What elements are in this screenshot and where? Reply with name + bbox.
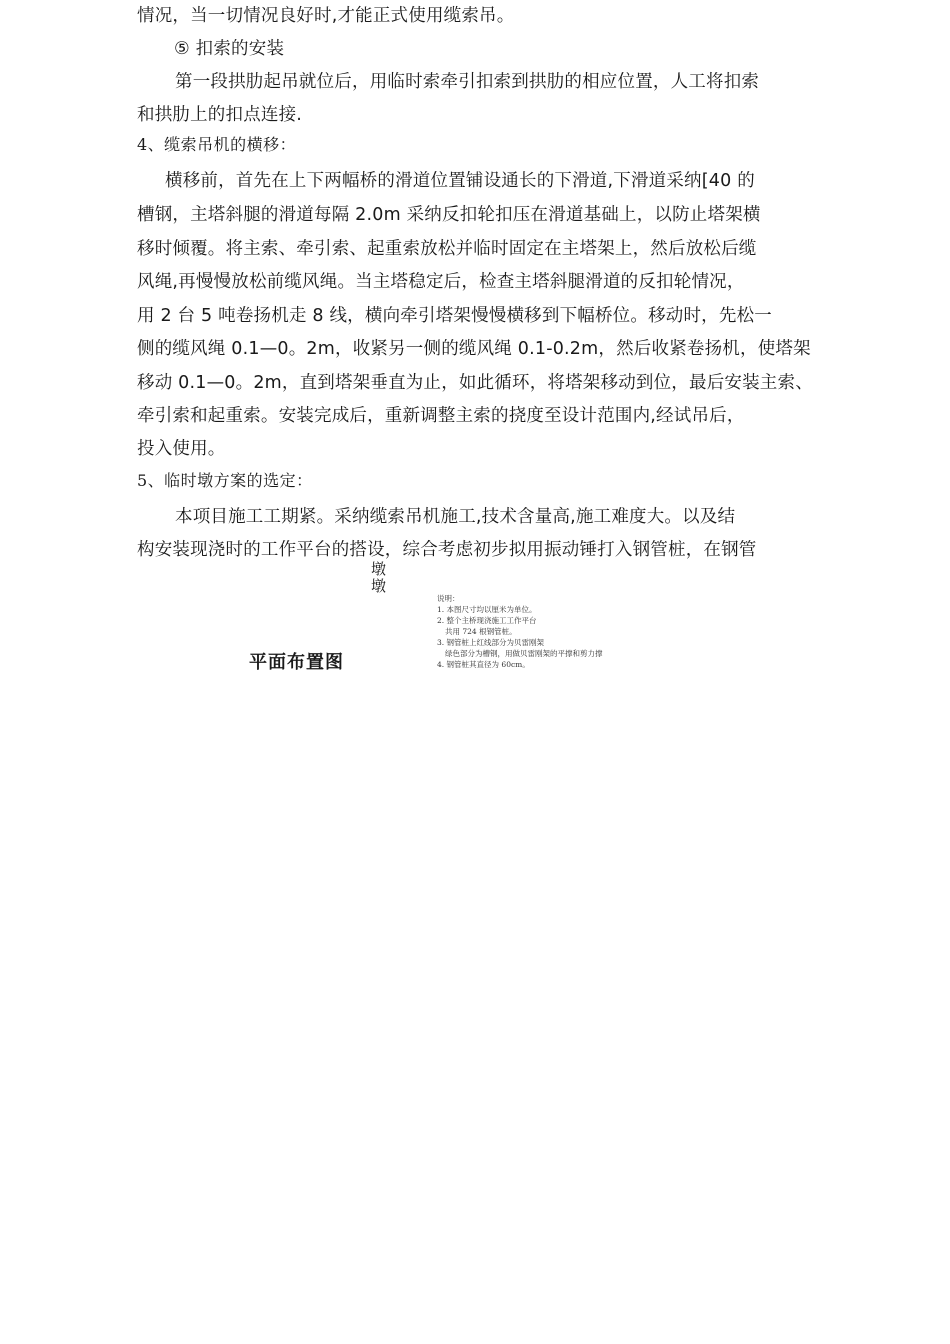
subsection-heading: ⑤ 扣索的安装 — [174, 39, 285, 59]
note-line: 绿色部分为槽钢，用做贝雷刚架的平撑和剪力撑 — [445, 649, 603, 658]
pier-label: 墩 — [371, 560, 387, 578]
text-line: 牵引索和起重索。安装完成后，重新调整主索的挠度至设计范围内,经试吊后， — [137, 406, 745, 426]
note-line: 说明： — [437, 594, 460, 603]
text-line: 槽钢，主塔斜腿的滑道每隔 2.0m 采纳反扣轮扣压在滑道基础上，以防止塔架横 — [137, 205, 761, 225]
text-line: 和拱肋上的扣点连接. — [137, 105, 303, 125]
text-line: 侧的缆风绳 0.1—0。2m，收紧另一侧的缆风绳 0.1-0.2m，然后收紧卷扬机，使塔架 — [137, 339, 811, 359]
section-heading-4: 4、缆索吊机的横移： — [137, 135, 297, 154]
text-line: 投入使用。 — [137, 439, 226, 459]
note-line: 1. 本图尺寸均以厘米为单位。 — [437, 605, 537, 614]
note-line: 2. 整个主桥现浇施工工作平台 — [437, 616, 537, 625]
text-line: 移时倾覆。将主索、牵引索、起重索放松并临时固定在主塔架上，然后放松后缆 — [137, 239, 757, 259]
note-line: 共用 724 根钢管桩。 — [445, 627, 517, 636]
text-line: 本项目施工工期紧。采纳缆索吊机施工,技术含量高,施工难度大。以及结 — [175, 507, 736, 527]
note-line: 3. 钢管桩上红线部分为贝雷刚架 — [437, 638, 545, 647]
text-line: 构安装现浇时的工作平台的搭设，综合考虑初步拟用振动锤打入钢管桩，在钢管 — [137, 540, 757, 560]
text-line: 用 2 台 5 吨卷扬机走 8 线，横向牵引塔架慢慢横移到下幅桥位。移动时，先松一 — [137, 306, 772, 326]
note-line: 4. 钢管桩其直径为 60cm。 — [437, 660, 530, 669]
text-line: 移动 0.1—0。2m，直到塔架垂直为止，如此循环，将塔架移动到位，最后安装主索、 — [137, 373, 813, 393]
pier-label: 墩 — [371, 577, 387, 595]
text-line: 风绳,再慢慢放松前缆风绳。当主塔稳定后，检查主塔斜腿滑道的反扣轮情况， — [137, 272, 745, 292]
text-line: 第一段拱肋起吊就位后，用临时索牵引扣索到拱肋的相应位置，人工将扣索 — [175, 72, 760, 92]
section-heading-5: 5、临时墩方案的选定： — [137, 471, 313, 490]
text-line: 情况，当一切情况良好时,才能正式使用缆索吊。 — [137, 6, 515, 26]
figure-notes — [437, 593, 603, 670]
figure-title: 平面布置图 — [249, 652, 344, 673]
text-line: 横移前，首先在上下两幅桥的滑道位置铺设通长的下滑道,下滑道采纳[40 的 — [165, 171, 755, 191]
